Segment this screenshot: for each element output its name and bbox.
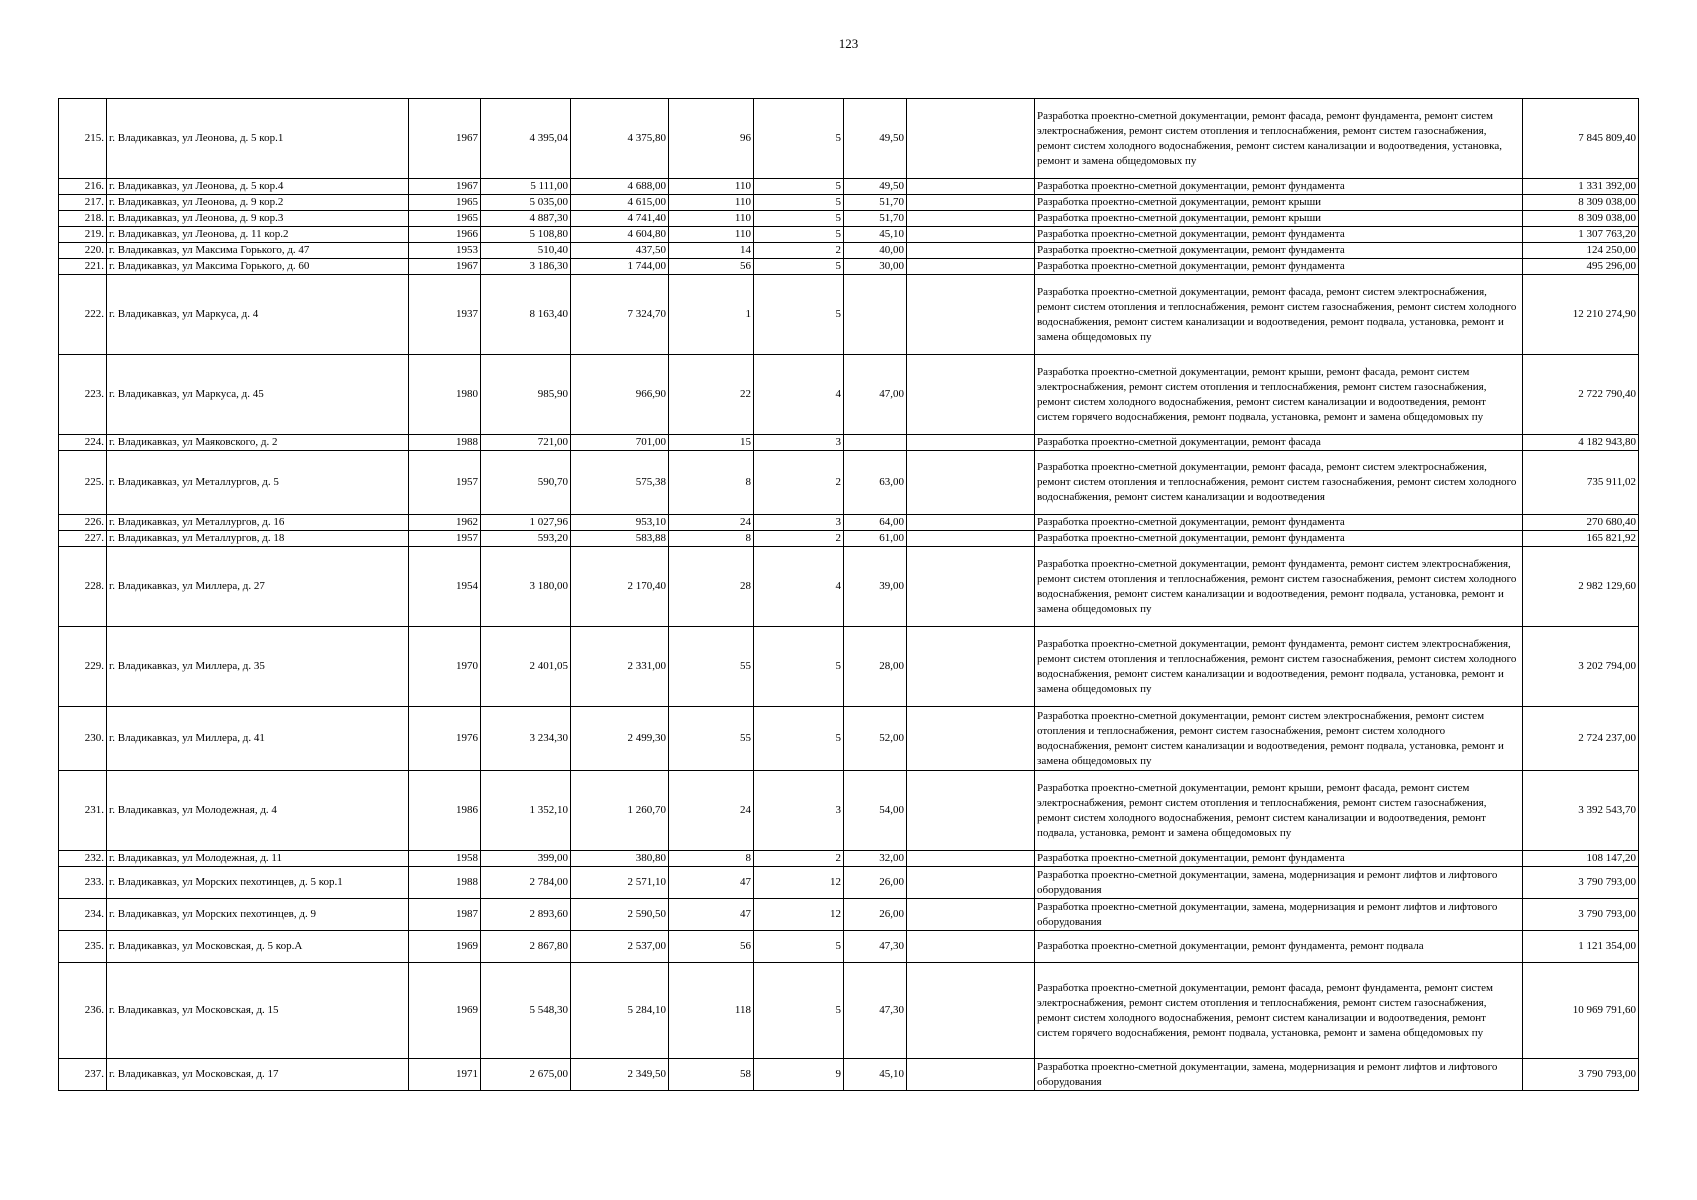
total-area-cell: 721,00 [481,435,571,451]
living-area-cell: 380,80 [571,851,669,867]
year-cell: 1962 [409,515,481,531]
total-area-cell: 590,70 [481,451,571,515]
wear-percent-cell [844,275,907,355]
floors-cell: 3 [754,435,844,451]
residents-cell: 24 [669,771,754,851]
living-area-cell: 1 744,00 [571,259,669,275]
wear-percent-cell: 49,50 [844,179,907,195]
table-row [59,899,1639,931]
year-cell: 1967 [409,259,481,275]
floors-cell: 5 [754,179,844,195]
row-number-cell: 233. [59,867,107,899]
floors-cell: 4 [754,355,844,435]
residents-cell: 56 [669,259,754,275]
table-row [59,227,1639,243]
row-number-cell: 216. [59,179,107,195]
table-row [59,627,1639,707]
extra-cell [907,851,1035,867]
row-number-cell: 219. [59,227,107,243]
row-number-cell: 231. [59,771,107,851]
cost-cell: 3 392 543,70 [1523,771,1639,851]
total-area-cell: 2 893,60 [481,899,571,931]
year-cell: 1965 [409,211,481,227]
floors-cell: 12 [754,867,844,899]
row-number-cell: 226. [59,515,107,531]
extra-cell [907,275,1035,355]
address-cell: г. Владикавказ, ул Маркуса, д. 4 [107,275,409,355]
living-area-cell: 575,38 [571,451,669,515]
total-area-cell: 2 401,05 [481,627,571,707]
cost-cell: 2 982 129,60 [1523,547,1639,627]
living-area-cell: 4 615,00 [571,195,669,211]
total-area-cell: 2 675,00 [481,1059,571,1091]
residents-cell: 110 [669,227,754,243]
floors-cell: 5 [754,259,844,275]
total-area-cell: 4 887,30 [481,211,571,227]
row-number-cell: 217. [59,195,107,211]
extra-cell [907,963,1035,1059]
works-description-cell: Разработка проектно-сметной документации, ремонт фасада, ремонт фундамента, ремонт систем электроснабжения, ремонт систем отопления и теплоснабжения, ремонт систем газоснабжения, ремонт систем холодного водоснабжения, ремонт систем канализации и водоотведения, ремонт систем горячего водоснабжения, ремонт подвала, установка, ремонт и замена общедомовых пу [1035,963,1523,1059]
residents-cell: 47 [669,867,754,899]
floors-cell: 5 [754,195,844,211]
living-area-cell: 4 375,80 [571,99,669,179]
table-row [59,435,1639,451]
address-cell: г. Владикавказ, ул Морских пехотинцев, д. 5 кор.1 [107,867,409,899]
wear-percent-cell: 40,00 [844,243,907,259]
address-cell: г. Владикавказ, ул Металлургов, д. 18 [107,531,409,547]
year-cell: 1965 [409,195,481,211]
row-number-cell: 230. [59,707,107,771]
row-number-cell: 225. [59,451,107,515]
extra-cell [907,211,1035,227]
row-number-cell: 218. [59,211,107,227]
row-number-cell: 228. [59,547,107,627]
year-cell: 1957 [409,451,481,515]
living-area-cell: 953,10 [571,515,669,531]
works-description-cell: Разработка проектно-сметной документации, ремонт крыши [1035,211,1523,227]
table-row [59,179,1639,195]
year-cell: 1966 [409,227,481,243]
living-area-cell: 2 499,30 [571,707,669,771]
floors-cell: 4 [754,547,844,627]
floors-cell: 5 [754,211,844,227]
residents-cell: 15 [669,435,754,451]
works-description-cell: Разработка проектно-сметной документации, ремонт фундамента, ремонт систем электроснабжения, ремонт систем отопления и теплоснабжения, ремонт систем газоснабжения, ремонт систем холодного водоснабжения, ремонт систем канализации и водоотведения, ремонт подвала, установка, ремонт и замена общедомовых пу [1035,627,1523,707]
year-cell: 1958 [409,851,481,867]
works-description-cell: Разработка проектно-сметной документации, ремонт фасада, ремонт фундамента, ремонт систем электроснабжения, ремонт систем отопления и теплоснабжения, ремонт систем газоснабжения, ремонт систем холодного водоснабжения, ремонт систем канализации и водоотведения, установка, ремонт и замена общедомовых пу [1035,99,1523,179]
year-cell: 1988 [409,435,481,451]
extra-cell [907,227,1035,243]
residents-cell: 8 [669,851,754,867]
extra-cell [907,899,1035,931]
works-description-cell: Разработка проектно-сметной документации, ремонт фундамента [1035,179,1523,195]
year-cell: 1953 [409,243,481,259]
year-cell: 1986 [409,771,481,851]
year-cell: 1976 [409,707,481,771]
table-row [59,547,1639,627]
living-area-cell: 701,00 [571,435,669,451]
year-cell: 1937 [409,275,481,355]
row-number-cell: 237. [59,1059,107,1091]
address-cell: г. Владикавказ, ул Леонова, д. 11 кор.2 [107,227,409,243]
total-area-cell: 5 035,00 [481,195,571,211]
address-cell: г. Владикавказ, ул Морских пехотинцев, д. 9 [107,899,409,931]
residents-cell: 28 [669,547,754,627]
year-cell: 1967 [409,179,481,195]
floors-cell: 5 [754,707,844,771]
living-area-cell: 966,90 [571,355,669,435]
residents-cell: 58 [669,1059,754,1091]
row-number-cell: 220. [59,243,107,259]
wear-percent-cell: 54,00 [844,771,907,851]
wear-percent-cell: 26,00 [844,899,907,931]
residents-cell: 56 [669,931,754,963]
total-area-cell: 3 186,30 [481,259,571,275]
works-description-cell: Разработка проектно-сметной документации, ремонт фасада, ремонт систем электроснабжения, ремонт систем отопления и теплоснабжения, ремонт систем газоснабжения, ремонт систем холодного водоснабжения, ремонт систем канализации и водоотведения [1035,451,1523,515]
extra-cell [907,771,1035,851]
floors-cell: 12 [754,899,844,931]
row-number-cell: 221. [59,259,107,275]
wear-percent-cell: 32,00 [844,851,907,867]
total-area-cell: 1 027,96 [481,515,571,531]
extra-cell [907,515,1035,531]
cost-cell: 3 790 793,00 [1523,867,1639,899]
residents-cell: 22 [669,355,754,435]
total-area-cell: 8 163,40 [481,275,571,355]
residents-cell: 24 [669,515,754,531]
table-row [59,275,1639,355]
year-cell: 1954 [409,547,481,627]
wear-percent-cell: 51,70 [844,211,907,227]
living-area-cell: 2 537,00 [571,931,669,963]
cost-cell: 4 182 943,80 [1523,435,1639,451]
total-area-cell: 4 395,04 [481,99,571,179]
cost-cell: 3 202 794,00 [1523,627,1639,707]
residents-cell: 55 [669,627,754,707]
residents-cell: 1 [669,275,754,355]
cost-cell: 735 911,02 [1523,451,1639,515]
table-row [59,867,1639,899]
wear-percent-cell: 49,50 [844,99,907,179]
row-number-cell: 222. [59,275,107,355]
row-number-cell: 229. [59,627,107,707]
wear-percent-cell: 39,00 [844,547,907,627]
table-row [59,931,1639,963]
living-area-cell: 1 260,70 [571,771,669,851]
total-area-cell: 3 234,30 [481,707,571,771]
wear-percent-cell: 26,00 [844,867,907,899]
works-description-cell: Разработка проектно-сметной документации, ремонт крыши [1035,195,1523,211]
works-description-cell: Разработка проектно-сметной документации, ремонт фундамента [1035,851,1523,867]
residents-cell: 110 [669,179,754,195]
cost-cell: 2 722 790,40 [1523,355,1639,435]
address-cell: г. Владикавказ, ул Миллера, д. 41 [107,707,409,771]
table-row [59,851,1639,867]
year-cell: 1980 [409,355,481,435]
year-cell: 1988 [409,867,481,899]
cost-cell: 7 845 809,40 [1523,99,1639,179]
total-area-cell: 1 352,10 [481,771,571,851]
table-row [59,259,1639,275]
extra-cell [907,707,1035,771]
wear-percent-cell: 61,00 [844,531,907,547]
living-area-cell: 2 331,00 [571,627,669,707]
cost-cell: 165 821,92 [1523,531,1639,547]
residents-cell: 8 [669,531,754,547]
year-cell: 1957 [409,531,481,547]
wear-percent-cell: 64,00 [844,515,907,531]
extra-cell [907,627,1035,707]
wear-percent-cell: 45,10 [844,227,907,243]
living-area-cell: 2 170,40 [571,547,669,627]
floors-cell: 2 [754,851,844,867]
works-description-cell: Разработка проектно-сметной документации, ремонт фундамента [1035,227,1523,243]
row-number-cell: 235. [59,931,107,963]
address-cell: г. Владикавказ, ул Московская, д. 5 кор.А [107,931,409,963]
total-area-cell: 5 111,00 [481,179,571,195]
extra-cell [907,547,1035,627]
floors-cell: 9 [754,1059,844,1091]
works-description-cell: Разработка проектно-сметной документации, ремонт фундамента [1035,515,1523,531]
year-cell: 1967 [409,99,481,179]
table-row [59,1059,1639,1091]
floors-cell: 5 [754,963,844,1059]
works-description-cell: Разработка проектно-сметной документации, ремонт систем электроснабжения, ремонт систем отопления и теплоснабжения, ремонт систем газоснабжения, ремонт систем холодного водоснабжения, ремонт систем канализации и водоотведения, ремонт подвала, установка, ремонт и замена общедомовых пу [1035,707,1523,771]
works-description-cell: Разработка проектно-сметной документации, замена, модернизация и ремонт лифтов и лифтового оборудования [1035,1059,1523,1091]
floors-cell: 2 [754,243,844,259]
row-number-cell: 232. [59,851,107,867]
address-cell: г. Владикавказ, ул Миллера, д. 35 [107,627,409,707]
floors-cell: 3 [754,771,844,851]
floors-cell: 2 [754,451,844,515]
extra-cell [907,531,1035,547]
address-cell: г. Владикавказ, ул Максима Горького, д. 47 [107,243,409,259]
wear-percent-cell: 45,10 [844,1059,907,1091]
cost-cell: 8 309 038,00 [1523,195,1639,211]
total-area-cell: 2 867,80 [481,931,571,963]
wear-percent-cell: 51,70 [844,195,907,211]
wear-percent-cell: 28,00 [844,627,907,707]
extra-cell [907,243,1035,259]
cost-cell: 1 307 763,20 [1523,227,1639,243]
residents-cell: 118 [669,963,754,1059]
living-area-cell: 4 741,40 [571,211,669,227]
wear-percent-cell: 30,00 [844,259,907,275]
works-description-cell: Разработка проектно-сметной документации, ремонт крыши, ремонт фасада, ремонт систем электроснабжения, ремонт систем отопления и теплоснабжения, ремонт систем газоснабжения, ремонт систем холодного водоснабжения, ремонт систем канализации и водоотведения, ремонт подвала, установка, ремонт и замена общедомовых пу [1035,771,1523,851]
works-description-cell: Разработка проектно-сметной документации, замена, модернизация и ремонт лифтов и лифтового оборудования [1035,867,1523,899]
address-cell: г. Владикавказ, ул Миллера, д. 27 [107,547,409,627]
works-description-cell: Разработка проектно-сметной документации, ремонт крыши, ремонт фасада, ремонт систем электроснабжения, ремонт систем отопления и теплоснабжения, ремонт систем газоснабжения, ремонт систем холодного водоснабжения, ремонт систем канализации и водоотведения, ремонт систем горячего водоснабжения, ремонт подвала, установка, ремонт и замена общедомовых пу [1035,355,1523,435]
page-number: 123 [838,36,859,51]
floors-cell: 5 [754,931,844,963]
floors-cell: 5 [754,275,844,355]
year-cell: 1971 [409,1059,481,1091]
wear-percent-cell: 47,30 [844,931,907,963]
total-area-cell: 5 548,30 [481,963,571,1059]
table-row [59,355,1639,435]
wear-percent-cell: 47,30 [844,963,907,1059]
row-number-cell: 215. [59,99,107,179]
wear-percent-cell: 52,00 [844,707,907,771]
works-description-cell: Разработка проектно-сметной документации, ремонт фасада [1035,435,1523,451]
cost-cell: 8 309 038,00 [1523,211,1639,227]
address-cell: г. Владикавказ, ул Леонова, д. 5 кор.1 [107,99,409,179]
table-row [59,99,1639,179]
cost-cell: 108 147,20 [1523,851,1639,867]
table-row [59,243,1639,259]
works-description-cell: Разработка проектно-сметной документации, ремонт фундамента [1035,531,1523,547]
year-cell: 1969 [409,963,481,1059]
floors-cell: 3 [754,515,844,531]
total-area-cell: 3 180,00 [481,547,571,627]
extra-cell [907,451,1035,515]
works-description-cell: Разработка проектно-сметной документации, ремонт фундамента [1035,243,1523,259]
living-area-cell: 2 571,10 [571,867,669,899]
residents-cell: 14 [669,243,754,259]
address-cell: г. Владикавказ, ул Леонова, д. 9 кор.3 [107,211,409,227]
address-cell: г. Владикавказ, ул Московская, д. 15 [107,963,409,1059]
residents-cell: 96 [669,99,754,179]
housing-repair-table [58,98,1639,1091]
works-description-cell: Разработка проектно-сметной документации, ремонт фундамента, ремонт подвала [1035,931,1523,963]
address-cell: г. Владикавказ, ул Молодежная, д. 11 [107,851,409,867]
row-number-cell: 227. [59,531,107,547]
cost-cell: 1 331 392,00 [1523,179,1639,195]
table-row [59,531,1639,547]
table-row [59,195,1639,211]
living-area-cell: 4 604,80 [571,227,669,243]
extra-cell [907,355,1035,435]
total-area-cell: 2 784,00 [481,867,571,899]
extra-cell [907,179,1035,195]
address-cell: г. Владикавказ, ул Московская, д. 17 [107,1059,409,1091]
floors-cell: 5 [754,227,844,243]
extra-cell [907,259,1035,275]
cost-cell: 10 969 791,60 [1523,963,1639,1059]
living-area-cell: 2 590,50 [571,899,669,931]
extra-cell [907,435,1035,451]
residents-cell: 8 [669,451,754,515]
wear-percent-cell [844,435,907,451]
year-cell: 1970 [409,627,481,707]
total-area-cell: 593,20 [481,531,571,547]
address-cell: г. Владикавказ, ул Маяковского, д. 2 [107,435,409,451]
cost-cell: 2 724 237,00 [1523,707,1639,771]
floors-cell: 5 [754,627,844,707]
table-row [59,451,1639,515]
extra-cell [907,195,1035,211]
table-row [59,771,1639,851]
extra-cell [907,1059,1035,1091]
address-cell: г. Владикавказ, ул Металлургов, д. 16 [107,515,409,531]
cost-cell: 12 210 274,90 [1523,275,1639,355]
year-cell: 1987 [409,899,481,931]
residents-cell: 55 [669,707,754,771]
living-area-cell: 437,50 [571,243,669,259]
living-area-cell: 4 688,00 [571,179,669,195]
total-area-cell: 510,40 [481,243,571,259]
floors-cell: 2 [754,531,844,547]
address-cell: г. Владикавказ, ул Маркуса, д. 45 [107,355,409,435]
row-number-cell: 236. [59,963,107,1059]
living-area-cell: 5 284,10 [571,963,669,1059]
cost-cell: 124 250,00 [1523,243,1639,259]
extra-cell [907,931,1035,963]
cost-cell: 270 680,40 [1523,515,1639,531]
cost-cell: 3 790 793,00 [1523,899,1639,931]
living-area-cell: 7 324,70 [571,275,669,355]
living-area-cell: 2 349,50 [571,1059,669,1091]
works-description-cell: Разработка проектно-сметной документации, ремонт фундамента, ремонт систем электроснабжения, ремонт систем отопления и теплоснабжения, ремонт систем газоснабжения, ремонт систем холодного водоснабжения, ремонт систем канализации и водоотведения, ремонт подвала, установка, ремонт и замена общедомовых пу [1035,547,1523,627]
works-description-cell: Разработка проектно-сметной документации, ремонт фундамента [1035,259,1523,275]
year-cell: 1969 [409,931,481,963]
address-cell: г. Владикавказ, ул Леонова, д. 9 кор.2 [107,195,409,211]
total-area-cell: 985,90 [481,355,571,435]
residents-cell: 110 [669,211,754,227]
residents-cell: 110 [669,195,754,211]
address-cell: г. Владикавказ, ул Молодежная, д. 4 [107,771,409,851]
residents-cell: 47 [669,899,754,931]
floors-cell: 5 [754,99,844,179]
wear-percent-cell: 63,00 [844,451,907,515]
works-description-cell: Разработка проектно-сметной документации, замена, модернизация и ремонт лифтов и лифтового оборудования [1035,899,1523,931]
living-area-cell: 583,88 [571,531,669,547]
table-row [59,963,1639,1059]
address-cell: г. Владикавказ, ул Леонова, д. 5 кор.4 [107,179,409,195]
table-row [59,707,1639,771]
cost-cell: 1 121 354,00 [1523,931,1639,963]
works-description-cell: Разработка проектно-сметной документации, ремонт фасада, ремонт систем электроснабжения, ремонт систем отопления и теплоснабжения, ремонт систем газоснабжения, ремонт систем холодного водоснабжения, ремонт систем канализации и водоотведения, ремонт подвала, установка, ремонт и замена общедомовых пу [1035,275,1523,355]
extra-cell [907,99,1035,179]
wear-percent-cell: 47,00 [844,355,907,435]
extra-cell [907,867,1035,899]
row-number-cell: 234. [59,899,107,931]
cost-cell: 3 790 793,00 [1523,1059,1639,1091]
cost-cell: 495 296,00 [1523,259,1639,275]
row-number-cell: 223. [59,355,107,435]
row-number-cell: 224. [59,435,107,451]
address-cell: г. Владикавказ, ул Металлургов, д. 5 [107,451,409,515]
table-row [59,211,1639,227]
total-area-cell: 399,00 [481,851,571,867]
total-area-cell: 5 108,80 [481,227,571,243]
address-cell: г. Владикавказ, ул Максима Горького, д. 60 [107,259,409,275]
table-row [59,515,1639,531]
